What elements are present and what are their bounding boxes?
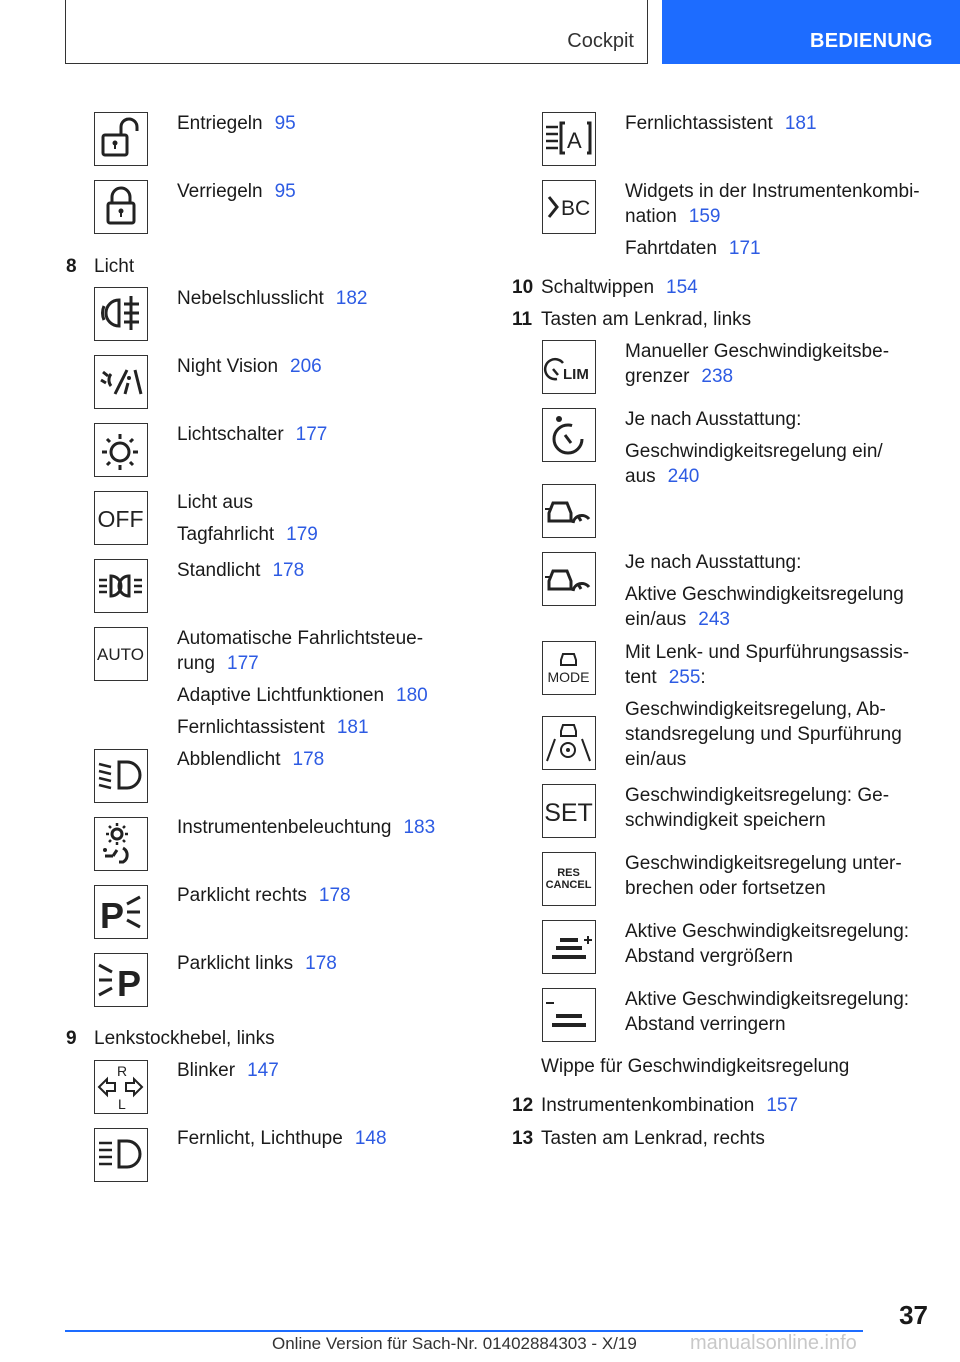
lock-icon <box>94 180 148 234</box>
page-ref[interactable]: 157 <box>766 1095 799 1116</box>
header-chapter-tab <box>662 0 960 64</box>
bc-icon <box>542 180 596 234</box>
svg-text:AUTO: AUTO <box>97 645 144 664</box>
svg-text:OFF: OFF <box>97 506 144 532</box>
page-ref[interactable]: 255 <box>668 667 701 688</box>
cruise-car-icon <box>542 484 596 538</box>
page-ref[interactable]: 177 <box>295 424 328 445</box>
header-section-tab <box>65 0 648 64</box>
svg-text:RES: RES <box>557 867 580 879</box>
lock-label: Verriegeln 95 <box>177 181 296 202</box>
svg-text:R: R <box>117 1063 128 1079</box>
svg-text:SET: SET <box>544 799 593 827</box>
rear-fog-light-icon <box>94 287 148 341</box>
cruise-control-label-1: Geschwindigkeitsregelung ein/ <box>625 441 883 462</box>
page-ref[interactable]: 178 <box>318 885 351 906</box>
page-ref[interactable]: 178 <box>272 560 305 581</box>
light-switch-label: Lichtschalter 177 <box>177 424 328 445</box>
night-vision-label: Night Vision 206 <box>177 356 322 377</box>
trip-data-label: Fahrtdaten 171 <box>625 238 761 259</box>
lane-assist-intro-2: tent 255: <box>625 667 706 688</box>
lane-assist-label-2: standsregelung und Spurführung <box>625 724 902 745</box>
res-cancel-label-2: brechen oder fortsetzen <box>625 878 826 899</box>
turn-signal-icon <box>94 1060 148 1114</box>
section-title-13: Tasten am Lenkrad, rechts <box>541 1128 765 1149</box>
page-number: 37 <box>899 1300 928 1330</box>
unlock-icon <box>94 112 148 166</box>
page-ref[interactable]: 243 <box>698 609 730 630</box>
svg-text:LIM: LIM <box>563 366 589 383</box>
lane-assist-label-3: ein/aus <box>625 749 687 770</box>
watermark: manualsonline.info <box>690 1332 857 1354</box>
night-vision-icon <box>94 355 148 409</box>
set-icon <box>542 784 596 838</box>
set-speed-label-2: schwindigkeit speichern <box>625 810 826 831</box>
page-ref[interactable]: 159 <box>688 206 721 227</box>
section-title-12: Instrumentenkombination 157 <box>541 1095 799 1116</box>
distance-minus-icon <box>542 988 596 1042</box>
svg-text:P: P <box>117 963 142 1004</box>
parking-lights-icon <box>94 559 148 613</box>
section-number-12: 12 <box>512 1095 534 1116</box>
parking-lights-label: Standlicht 178 <box>177 560 305 581</box>
auto-light-label-2: rung 177 <box>177 653 259 674</box>
footer-text: Online Version für Sach-Nr. 01402884303 - X/19 <box>272 1334 637 1353</box>
page-ref[interactable]: 178 <box>305 953 337 974</box>
light-switch-icon <box>94 423 148 477</box>
lane-assist-icon <box>542 716 596 770</box>
turn-signal-label: Blinker 147 <box>177 1060 279 1081</box>
parking-light-right-label: Parklicht rechts 178 <box>177 885 351 906</box>
low-beam-icon <box>94 749 148 803</box>
instrument-lighting-icon <box>94 817 148 871</box>
daytime-lights-label: Tagfahrlicht 179 <box>177 524 318 545</box>
active-cruise-label-2: ein/aus 243 <box>625 609 730 630</box>
distance-plus-label-1: Aktive Geschwindigkeitsregelung: <box>625 921 910 942</box>
section-number-13: 13 <box>512 1128 534 1149</box>
widgets-label-2: nation 159 <box>625 206 721 227</box>
cruise-control-icon <box>542 408 596 462</box>
parking-light-left-label: Parklicht links 178 <box>177 953 337 974</box>
section-number-8: 8 <box>66 256 77 277</box>
auto-icon <box>94 627 148 681</box>
page-ref[interactable]: 180 <box>396 685 428 706</box>
high-beam-assistant-icon <box>542 112 596 166</box>
res-cancel-icon <box>542 852 596 906</box>
svg-text:CANCEL: CANCEL <box>545 879 592 891</box>
page-ref[interactable]: 147 <box>247 1060 279 1081</box>
svg-text:A: A <box>567 128 582 153</box>
page-ref[interactable]: 171 <box>728 238 761 259</box>
section-title-9: Lenkstockhebel, links <box>94 1028 275 1049</box>
lane-assist-intro-1: Mit Lenk- und Spurführungsassis- <box>625 642 910 663</box>
distance-minus-label-1: Aktive Geschwindigkeitsregelung: <box>625 989 910 1010</box>
page-ref[interactable]: 240 <box>667 466 700 487</box>
distance-plus-icon <box>542 920 596 974</box>
speed-rocker-label: Wippe für Geschwindigkeitsregelung <box>541 1056 850 1077</box>
speed-limiter-label-2: grenzer 238 <box>625 366 734 387</box>
set-speed-label-1: Geschwindigkeitsregelung: Ge- <box>625 785 890 806</box>
svg-text:BC: BC <box>561 197 591 220</box>
page-ref[interactable]: 178 <box>292 749 325 770</box>
speed-limiter-label-1: Manueller Geschwindigkeitsbe- <box>625 341 890 362</box>
page-ref[interactable]: 179 <box>286 524 318 545</box>
page-ref[interactable]: 154 <box>666 277 698 298</box>
section-title-10: Schaltwippen 154 <box>541 277 698 298</box>
section-title-11: Tasten am Lenkrad, links <box>541 309 752 330</box>
equipment-note-1: Je nach Ausstattung: <box>625 409 802 430</box>
res-cancel-label-1: Geschwindigkeitsregelung unter- <box>625 853 902 874</box>
rear-fog-light-label: Nebelschlusslicht 182 <box>177 288 368 309</box>
mode-icon <box>542 641 596 695</box>
speed-limiter-icon <box>542 340 596 394</box>
unlock-label: Entriegeln 95 <box>177 113 296 134</box>
distance-minus-label-2: Abstand verringern <box>625 1014 786 1035</box>
distance-plus-label-2: Abstand vergrößern <box>625 946 793 967</box>
page-ref[interactable]: 238 <box>701 366 734 387</box>
high-beam-assist-label: Fernlichtassistent 181 <box>177 717 369 738</box>
widgets-label-1: Widgets in der Instrumentenkombi- <box>625 181 920 202</box>
auto-light-label-1: Automatische Fahrlichtsteue- <box>177 628 424 649</box>
page-ref[interactable]: 95 <box>274 113 296 134</box>
high-beam-icon <box>94 1128 148 1182</box>
page-ref[interactable]: 95 <box>274 181 296 202</box>
lane-assist-label-1: Geschwindigkeitsregelung, Ab- <box>625 699 886 720</box>
adaptive-light-label: Adaptive Lichtfunktionen 180 <box>177 685 428 706</box>
section-number-9: 9 <box>66 1028 77 1049</box>
parking-light-right-icon <box>94 885 148 939</box>
svg-text:L: L <box>118 1096 126 1112</box>
off-icon <box>94 491 148 545</box>
active-cruise-icon <box>542 552 596 606</box>
parking-light-left-icon <box>94 953 148 1007</box>
header-section: Cockpit <box>567 30 634 52</box>
svg-text:MODE: MODE <box>547 669 590 685</box>
equipment-note-2: Je nach Ausstattung: <box>625 552 802 573</box>
instrument-lighting-label: Instrumentenbeleuchtung 183 <box>177 817 436 838</box>
svg-text:P: P <box>100 895 125 936</box>
section-number-10: 10 <box>512 277 534 298</box>
lights-off-label: Licht aus <box>177 492 254 513</box>
page-ref[interactable]: 177 <box>227 653 259 674</box>
page-ref[interactable]: 183 <box>403 817 436 838</box>
page-ref[interactable]: 181 <box>784 113 817 134</box>
high-beam-assistant-label: Fernlichtassistent 181 <box>625 113 817 134</box>
cruise-control-label-2: aus 240 <box>625 466 700 487</box>
header-chapter: BEDIENUNG <box>810 30 933 52</box>
section-title-8: Licht <box>94 256 135 277</box>
page-ref[interactable]: 181 <box>336 717 369 738</box>
page-ref[interactable]: 148 <box>354 1128 387 1149</box>
high-beam-label: Fernlicht, Lichthupe 148 <box>177 1128 387 1149</box>
active-cruise-label-1: Aktive Geschwindigkeitsregelung <box>625 584 904 605</box>
page-ref[interactable]: 206 <box>290 356 322 377</box>
section-number-11: 11 <box>512 309 533 330</box>
low-beam-label: Abblendlicht 178 <box>177 749 325 770</box>
page-ref[interactable]: 182 <box>335 288 368 309</box>
